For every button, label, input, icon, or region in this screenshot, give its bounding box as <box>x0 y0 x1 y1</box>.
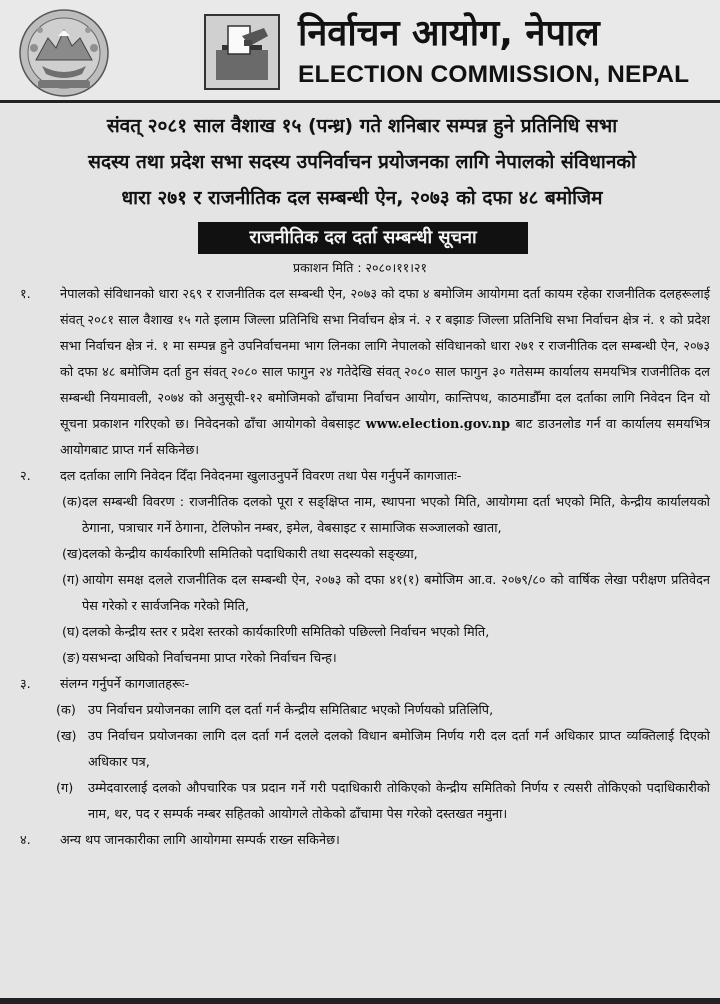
header-divider <box>0 100 720 103</box>
commission-title-nepali: निर्वाचन आयोग, नेपाल <box>298 13 600 54</box>
item-label: (क) <box>62 495 82 510</box>
website-link[interactable]: www.election.gov.np <box>365 417 511 432</box>
list-item <box>20 646 710 672</box>
item-text: यसभन्दा अघिको निर्वाचनमा प्राप्त गरेको निर्वाचन चिन्ह। <box>82 651 337 666</box>
ballot-box-icon <box>204 14 280 90</box>
item-text: उम्मेदवारलाई दलको औपचारिक पत्र प्रदान गर्ने गरी पदाधिकारी तोकिएको केन्द्रीय समितिको निर्णय र त्यसरी तोकिएको पदाधिकारीको नाम, थर, पद र सम्पर्क नम्बर सहितको आयोगले तोकेको ढाँचामा पेस गरेको दस्तखत नमुना। <box>88 781 710 822</box>
notice-title: राजनीतिक दल दर्ता सम्बन्धी सूचना <box>198 222 528 254</box>
section-text <box>60 282 710 464</box>
item-label: (ख) <box>62 547 83 562</box>
item-text: दल सम्बन्धी विवरण : राजनीतिक दलको पूरा र सङ्क्षिप्त नाम, स्थापना भएको मिति, आयोगमा दर्ता भएको मिति, केन्द्रीय कार्यालयको ठेगाना, पत्राचार गर्ने ठेगाना, टेलिफोन नम्बर, इमेल, वेबसाइट र सामाजिक सञ्जालको खाता, <box>82 495 710 536</box>
item-text: दलको केन्द्रीय स्तर र प्रदेश स्तरको कार्यकारिणी समितिको पछिल्लो निर्वाचन भएको मिति, <box>82 625 490 640</box>
item-label: (ग) <box>56 781 74 796</box>
section-heading: संलग्न गर्नुपर्ने कागजातहरूः- <box>60 677 190 692</box>
section-1 <box>20 282 710 464</box>
list-item <box>20 568 710 620</box>
intro-text <box>24 108 700 216</box>
item-text: आयोग समक्ष दलले राजनीतिक दल सम्बन्धी ऐन, २०७३ को दफा ४१(१) बमोजिम आ.व. २०७९/८० को वार्षिक लेखा परीक्षण प्रतिवेदन पेस गरेको र सार्वजनिक गरेको मिति, <box>82 573 710 614</box>
footer-divider <box>0 998 720 1004</box>
notice-body <box>20 282 710 854</box>
item-label: (ङ) <box>62 651 81 666</box>
item-label: (ग) <box>62 573 80 588</box>
section-1-text-end: बाट डाउनलोड गर्न वा कार्यालय समयभित्र आयोगबाट प्राप्त गर्न सकिनेछ। <box>60 417 711 458</box>
intro-line: सदस्य तथा प्रदेश सभा सदस्य उपनिर्वाचन प्रयोजनका लागि नेपालको संविधानको <box>88 151 636 173</box>
commission-title-english: ELECTION COMMISSION, NEPAL <box>298 61 690 88</box>
item-text: उप निर्वाचन प्रयोजनका लागि दल दर्ता गर्न दलले दलको विधान बमोजिम निर्णय गरी दल दर्ता गर्न अधिकार प्राप्त व्यक्तिलाई दिएको अधिकार पत्र, <box>88 729 710 770</box>
list-item <box>20 724 710 776</box>
item-text: उप निर्वाचन प्रयोजनका लागि दल दर्ता गर्न केन्द्रीय समितिबाट भएको निर्णयको प्रतिलिपि, <box>88 703 494 718</box>
section-2 <box>20 464 710 490</box>
section-1-text: नेपालको संविधानको धारा २६९ र राजनीतिक दल सम्बन्धी ऐन, २०७३ को दफा ४ बमोजिम आयोगमा दर्ता कायम रहेका राजनीतिक दलहरूलाई संवत् २०८१ साल वैशाख १५ गते इलाम जिल्ला प्रतिनिधि सभा निर्वाचन क्षेत्र नं. २ र बझाङ जिल्ला प्रतिनिधि सभा निर्वाचन क्षेत्र नं. १ को प्रदेश सभा निर्वाचन क्षेत्र नं. १ मा सम्पन्न हुने उपनिर्वाचनमा भाग लिनका लागि नेपालको संविधानको धारा २७१ र राजनीतिक दल सम्बन्धी ऐन, २०७३ को दफा ४८ बमोजिम दर्ता हुन संवत् २०८० साल फागुन २४ गतेदेखि संवत् २०८० साल फागुन ३० गतेसम्म कार्यालय समयभित्र राजनीतिक दल सम्बन्धी नियमावली, २०७४ को अनुसूची-१२ बमोजिमको ढाँचामा निर्वाचन आयोग, कान्तिपथ, काठमाडौँमा दल दर्ताका लागि निवेदन दिन यो सूचना प्रकाशन गरिएको छ। निवेदनको ढाँचा आयोगको वेबसाइट <box>60 287 710 432</box>
intro-line: धारा २७१ र राजनीतिक दल सम्बन्धी ऐन, २०७३ को दफा ४८ बमोजिम <box>121 187 603 209</box>
section-4 <box>20 828 710 854</box>
section-number: ३. <box>20 677 31 692</box>
section-number: २. <box>20 469 31 484</box>
section-number: ४. <box>20 833 31 848</box>
header <box>0 0 720 104</box>
section-number: १. <box>20 287 31 302</box>
item-label: (ख) <box>56 729 77 744</box>
list-item <box>20 490 710 542</box>
section-heading: दल दर्ताका लागि निवेदन दिँदा निवेदनमा खुलाउनुपर्ने विवरण तथा पेस गर्नुपर्ने कागजातः- <box>60 469 462 484</box>
item-label: (क) <box>56 703 76 718</box>
list-item <box>20 698 710 724</box>
item-text: दलको केन्द्रीय कार्यकारिणी समितिको पदाधिकारी तथा सदस्यको सङ्ख्या, <box>82 547 418 562</box>
list-item <box>20 776 710 828</box>
publication-date: प्रकाशन मिति : २०८०।११।२१ <box>292 260 428 275</box>
nepal-emblem-icon <box>18 8 110 98</box>
intro-line: संवत् २०८१ साल वैशाख १५ (पन्ध्र) गते शनिबार सम्पन्न हुने प्रतिनिधि सभा <box>106 115 618 137</box>
list-item <box>20 542 710 568</box>
list-item <box>20 620 710 646</box>
section-text: अन्य थप जानकारीका लागि आयोगमा सम्पर्क राख्न सकिनेछ। <box>60 833 340 848</box>
section-3 <box>20 672 710 698</box>
item-label: (घ) <box>62 625 80 640</box>
